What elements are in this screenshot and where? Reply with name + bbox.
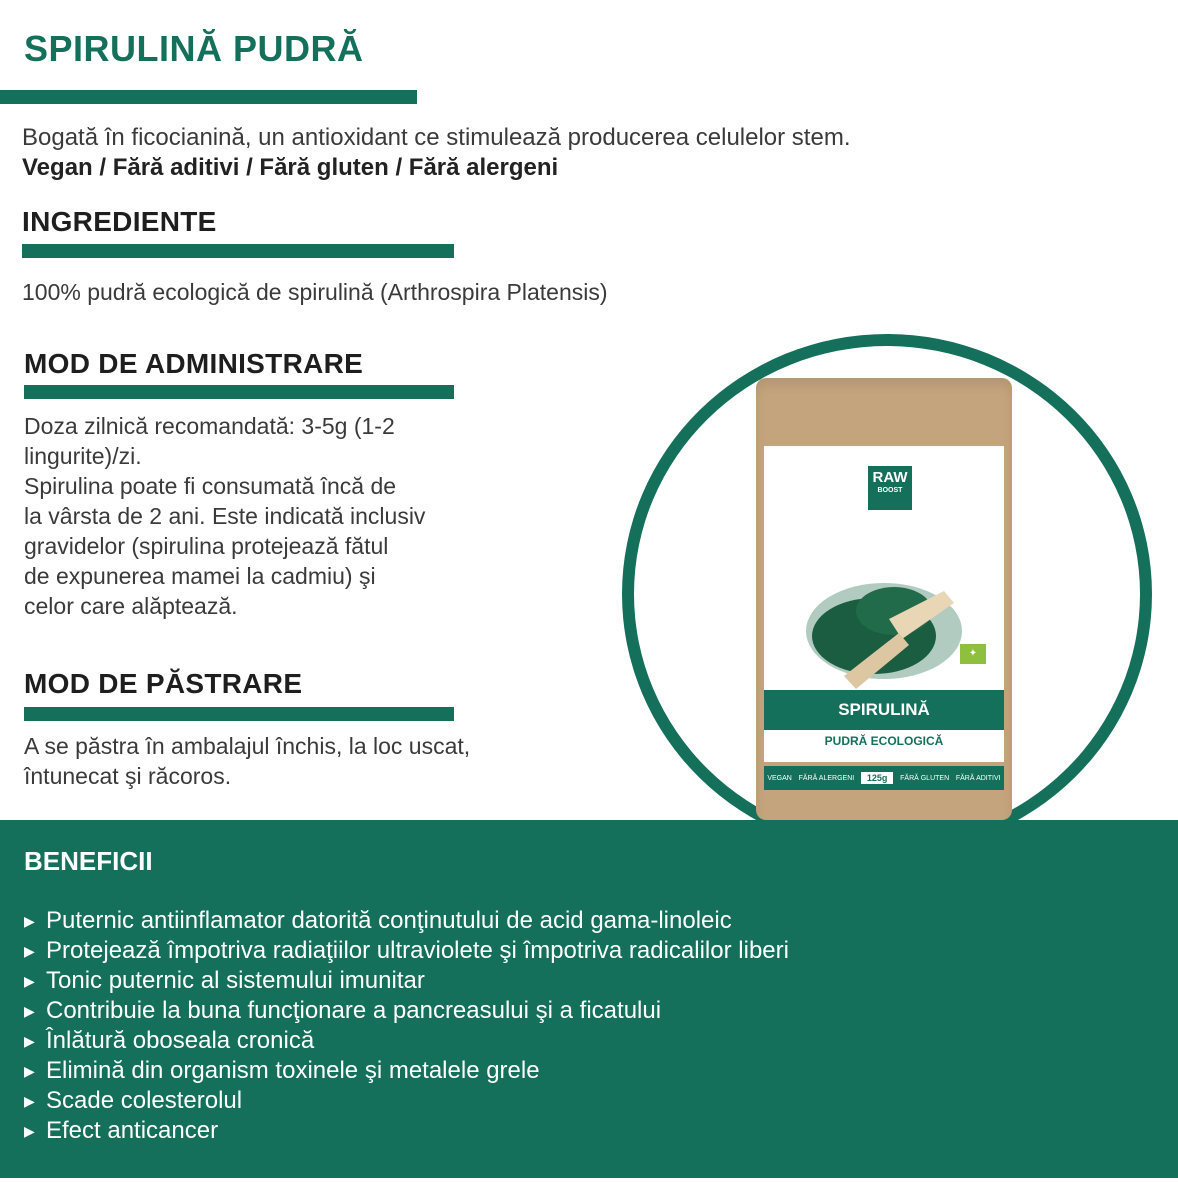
list-item [24, 906, 789, 936]
storage-line: întunecat şi răcoros. [24, 763, 232, 789]
storage-text [24, 731, 470, 791]
benefits-list [24, 906, 789, 1146]
triangle-bullet-icon: ▶ [24, 1123, 35, 1139]
brand-bottom: BOOST [877, 487, 903, 494]
product-name: SPIRULINĂ [764, 690, 1004, 730]
storage-underline [24, 707, 454, 721]
benefit-text: Scade colesterolul [46, 1087, 243, 1114]
administration-underline [24, 385, 454, 399]
list-item [24, 966, 789, 996]
page-title: SPIRULINĂ PUDRĂ [24, 28, 364, 69]
product-pouch [756, 378, 1012, 820]
list-item [24, 1026, 789, 1056]
spirulina-powder-image [794, 541, 969, 691]
benefits-section [0, 820, 1178, 1178]
benefit-text: Protejează împotriva radiaţiilor ultraviolete şi împotriva radicalilor liberi [46, 937, 789, 964]
administration-line: celor care alăptează. [24, 593, 238, 619]
triangle-bullet-icon: ▶ [24, 973, 35, 989]
storage-heading: MOD DE PĂSTRARE [24, 668, 303, 699]
benefit-text: Efect anticancer [46, 1117, 219, 1144]
storage-line: A se păstra în ambalajul închis, la loc uscat, [24, 733, 471, 759]
product-subtitle: PUDRĂ ECOLOGICĂ [824, 734, 944, 748]
triangle-bullet-icon: ▶ [24, 1063, 35, 1079]
triangle-bullet-icon: ▶ [24, 1003, 35, 1019]
list-item [24, 996, 789, 1026]
weight-badge: 125g [861, 772, 894, 784]
brand-top: RAW [872, 469, 908, 486]
administration-line: de expunerea mamei la cadmiu) şi [24, 563, 376, 589]
benefit-text: Puternic antiinflamator datorită conţinutului de acid gama-linoleic [46, 907, 732, 934]
brand-logo [868, 466, 912, 510]
administration-line: gravidelor (spirulina protejează fătul [24, 533, 389, 559]
triangle-bullet-icon: ▶ [24, 943, 35, 959]
intro-claims: Vegan / Fără aditivi / Fără gluten / Fără alergeni [22, 154, 559, 181]
benefit-text: Înlătură oboseala cronică [46, 1027, 315, 1054]
triangle-bullet-icon: ▶ [24, 1093, 35, 1109]
list-item [24, 1086, 789, 1116]
list-item [24, 936, 789, 966]
ingredients-heading: INGREDIENTE [22, 206, 217, 237]
benefits-heading: BENEFICII [24, 846, 153, 876]
triangle-bullet-icon: ▶ [24, 1033, 35, 1049]
intro [22, 123, 850, 183]
administration-line: Spirulina poate fi consumată încă de [24, 473, 397, 499]
pouch-label [764, 446, 1004, 762]
administration-heading: MOD DE ADMINISTRARE [24, 348, 364, 379]
list-item [24, 1116, 789, 1146]
additive-free-icon: FĂRĂ ADITIVI [955, 774, 1001, 782]
benefit-text: Elimină din organism toxinele şi metalele grele [46, 1057, 540, 1084]
administration-line: la vârsta de 2 ani. Este indicată inclusiv [24, 503, 426, 529]
eu-organic-leaf-icon: ✦ [960, 644, 986, 664]
ingredients-text: 100% pudră ecologică de spirulină (Arthrospira Platensis) [22, 279, 608, 305]
benefit-text: Contribuie la buna funcţionare a pancreasului şi a ficatului [46, 997, 662, 1024]
administration-line: lingurite)/zi. [24, 443, 142, 469]
vegan-icon: VEGAN [767, 774, 792, 782]
ingredients-underline [22, 244, 454, 258]
triangle-bullet-icon: ▶ [24, 913, 35, 929]
product-icons-row [764, 766, 1004, 790]
intro-description: Bogată în ficocianină, un antioxidant ce stimulează producerea celulelor stem. [22, 124, 851, 151]
gluten-free-icon: FĂRĂ GLUTEN [900, 774, 950, 782]
administration-line: Doza zilnică recomandată: 3-5g (1-2 [24, 413, 395, 439]
title-underline [0, 90, 417, 104]
list-item [24, 1056, 789, 1086]
administration-text [24, 411, 425, 621]
allergen-free-icon: FĂRĂ ALERGENI [798, 774, 855, 782]
benefit-text: Tonic puternic al sistemului imunitar [46, 967, 425, 994]
